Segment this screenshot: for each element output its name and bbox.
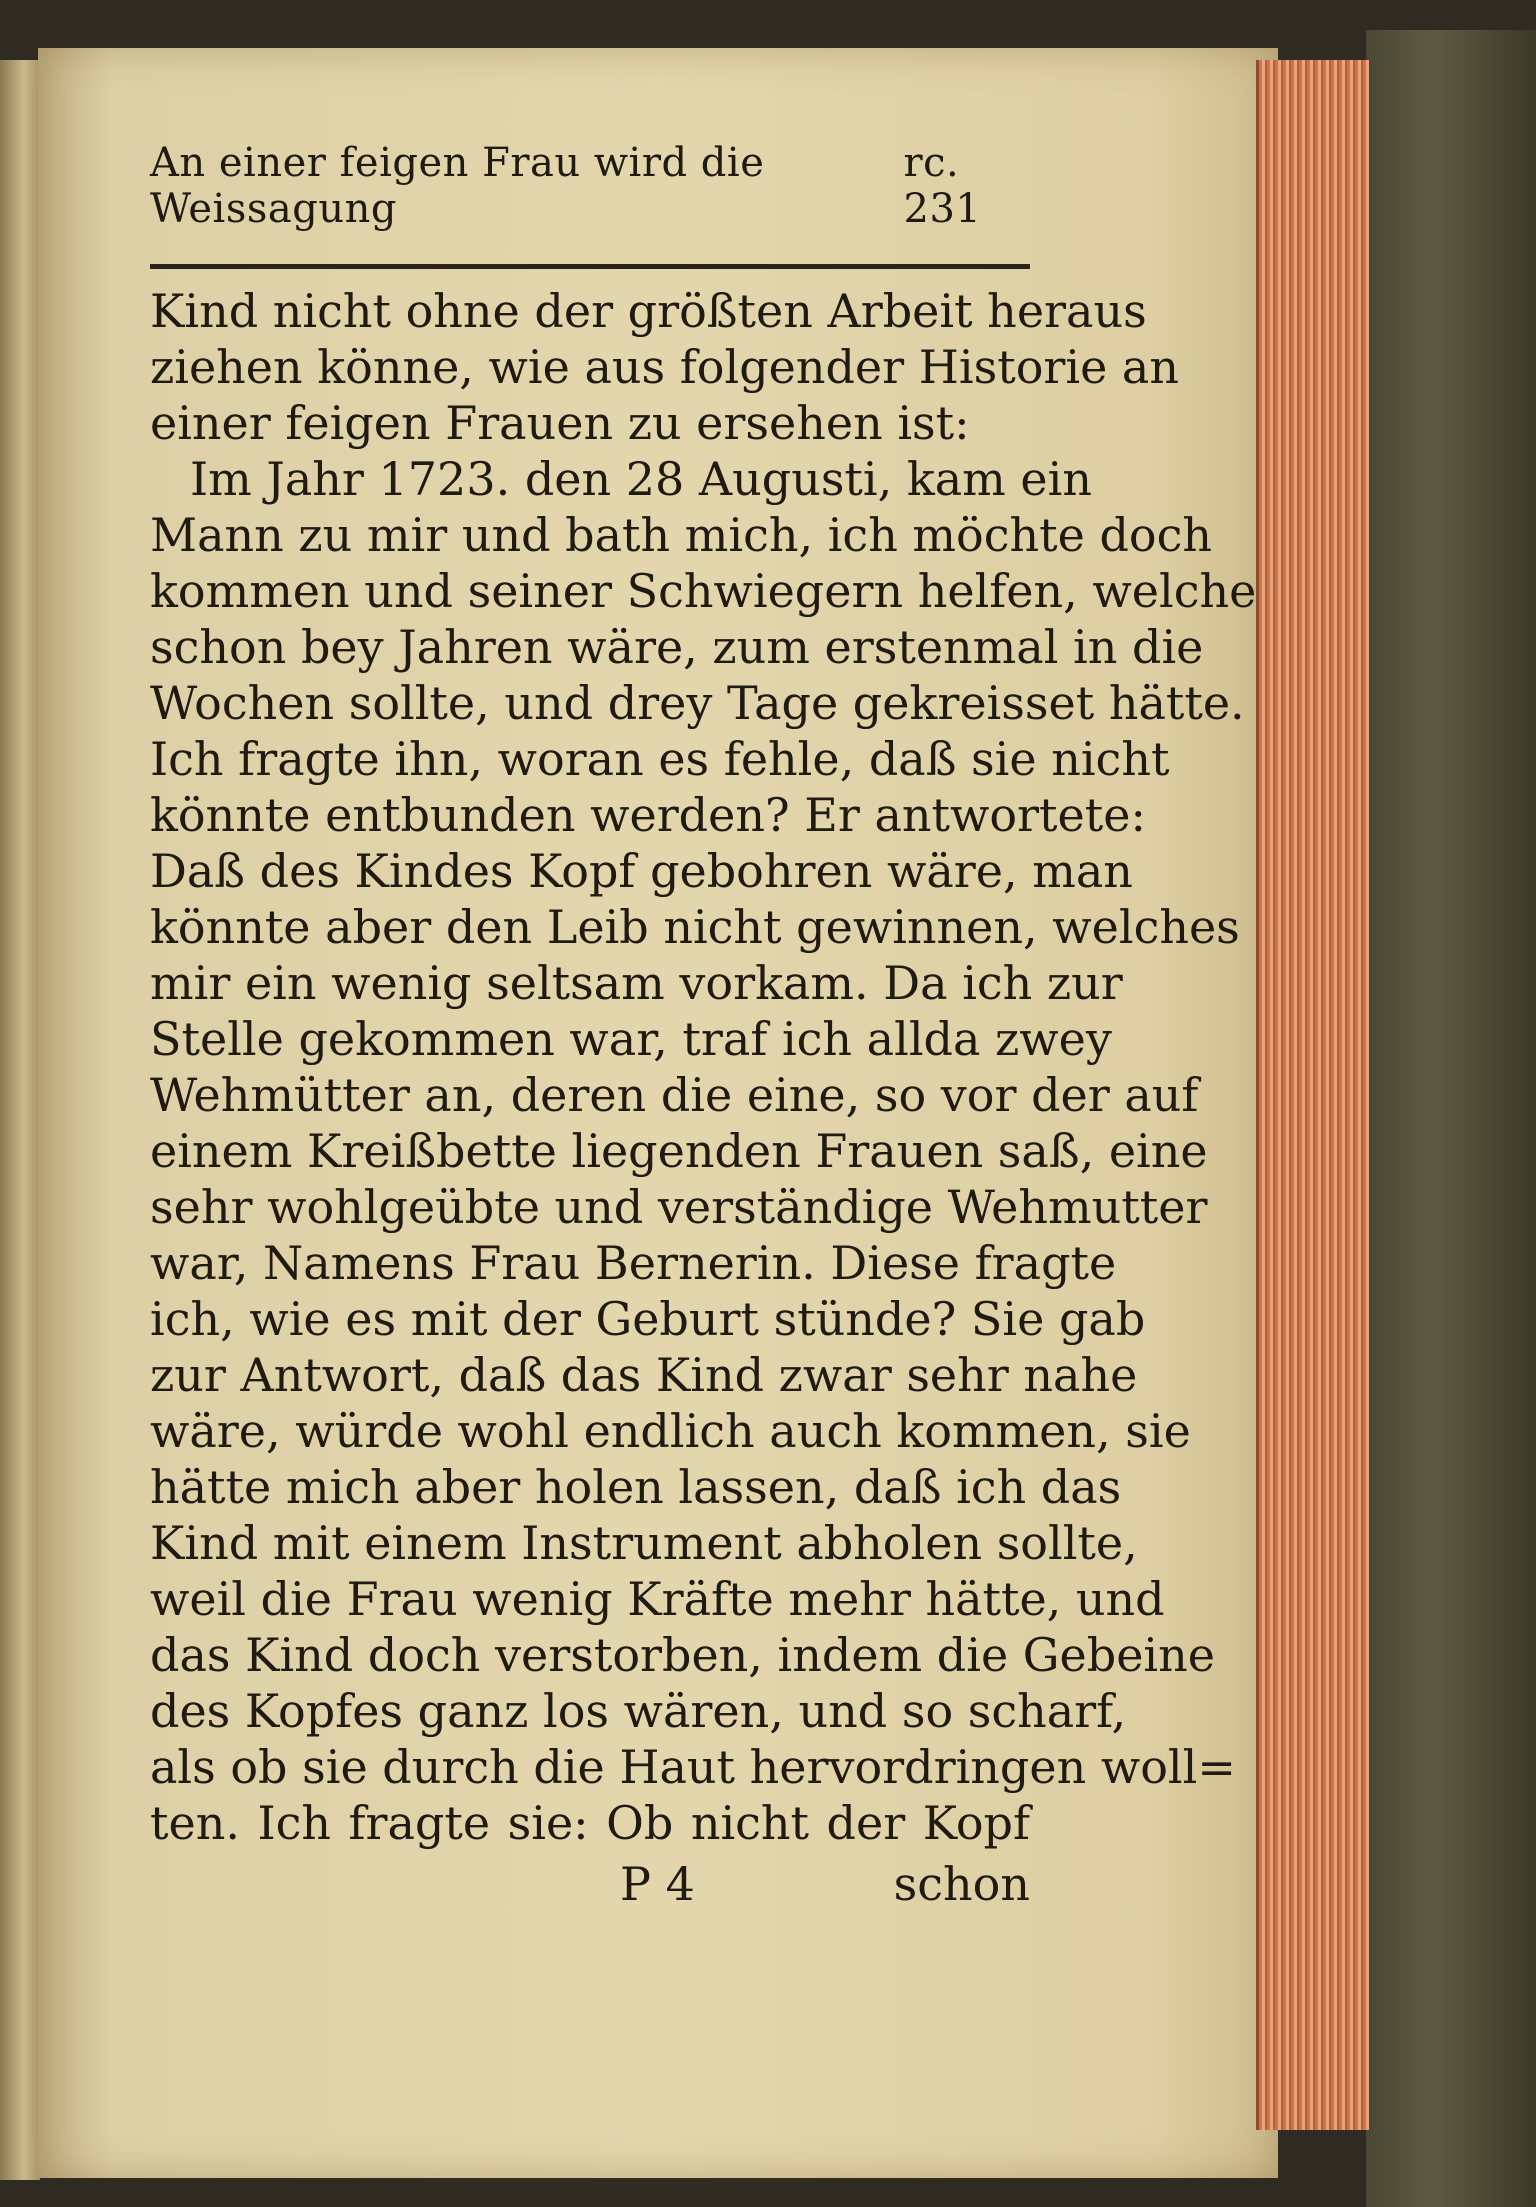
text-line: zur Antwort, daß das Kind zwar sehr nahe [150, 1348, 1138, 1402]
text-line: des Kopfes ganz los wären, und so scharf, [150, 1684, 1127, 1738]
text-line: ziehen könne, wie aus folgender Historie an [150, 340, 1179, 394]
text-line: war, Namens Frau Bernerin. Diese fragte [150, 1236, 1117, 1290]
page-footer [150, 1857, 1030, 1911]
facing-page-edge [0, 60, 40, 2180]
header-rule [150, 264, 1030, 269]
running-header [150, 140, 1030, 232]
catchword: schon [893, 1857, 1030, 1911]
text-line: Stelle gekommen war, traf ich allda zwey [150, 1012, 1112, 1066]
text-line: könnte aber den Leib nicht gewinnen, welches [150, 900, 1240, 954]
running-title: An einer feigen Frau wird die Weissagung [150, 140, 765, 232]
text-line: weil die Frau wenig Kräfte mehr hätte, und [150, 1572, 1165, 1626]
text-line: Wehmütter an, deren die eine, so vor der auf [150, 1068, 1199, 1122]
text-line: ten. Ich fragte sie: Ob nicht der Kopf [150, 1796, 1030, 1850]
text-line: kommen und seiner Schwiegern helfen, welche [150, 564, 1257, 618]
text-line: Kind mit einem Instrument abholen sollte, [150, 1516, 1138, 1570]
page-fore-edge [1256, 60, 1369, 2130]
text-line: wäre, würde wohl endlich auch kommen, sie [150, 1404, 1191, 1458]
text-line: Kind nicht ohne der größten Arbeit heraus [150, 284, 1147, 338]
text-line: könnte entbunden werden? Er antwortete: [150, 788, 1146, 842]
text-line: einer feigen Frauen zu ersehen ist: [150, 396, 970, 450]
text-block [150, 140, 1257, 1911]
text-line: als ob sie durch die Haut hervordringen woll= [150, 1740, 1236, 1794]
book-cover [1366, 30, 1536, 2207]
body-text [150, 283, 1257, 1851]
text-line: Ich fragte ihn, woran es fehle, daß sie nicht [150, 732, 1170, 786]
text-line: mir ein wenig seltsam vorkam. Da ich zur [150, 956, 1123, 1010]
text-line: sehr wohlgeübte und verständige Wehmutter [150, 1180, 1208, 1234]
signature-mark: P 4 [620, 1857, 695, 1911]
page-number: rc. 231 [903, 140, 982, 232]
text-line: schon bey Jahren wäre, zum erstenmal in die [150, 620, 1204, 674]
text-line: das Kind doch verstorben, indem die Gebeine [150, 1628, 1215, 1682]
text-line: Daß des Kindes Kopf gebohren wäre, man [150, 844, 1133, 898]
text-line: einem Kreißbette liegenden Frauen saß, eine [150, 1124, 1208, 1178]
text-line: Mann zu mir und bath mich, ich möchte doch [150, 508, 1212, 562]
text-line: Wochen sollte, und drey Tage gekreisset hätte. [150, 676, 1245, 730]
text-line: hätte mich aber holen lassen, daß ich das [150, 1460, 1122, 1514]
text-line: ich, wie es mit der Geburt stünde? Sie gab [150, 1292, 1146, 1346]
text-line: Im Jahr 1723. den 28 Augusti, kam ein [190, 452, 1092, 506]
